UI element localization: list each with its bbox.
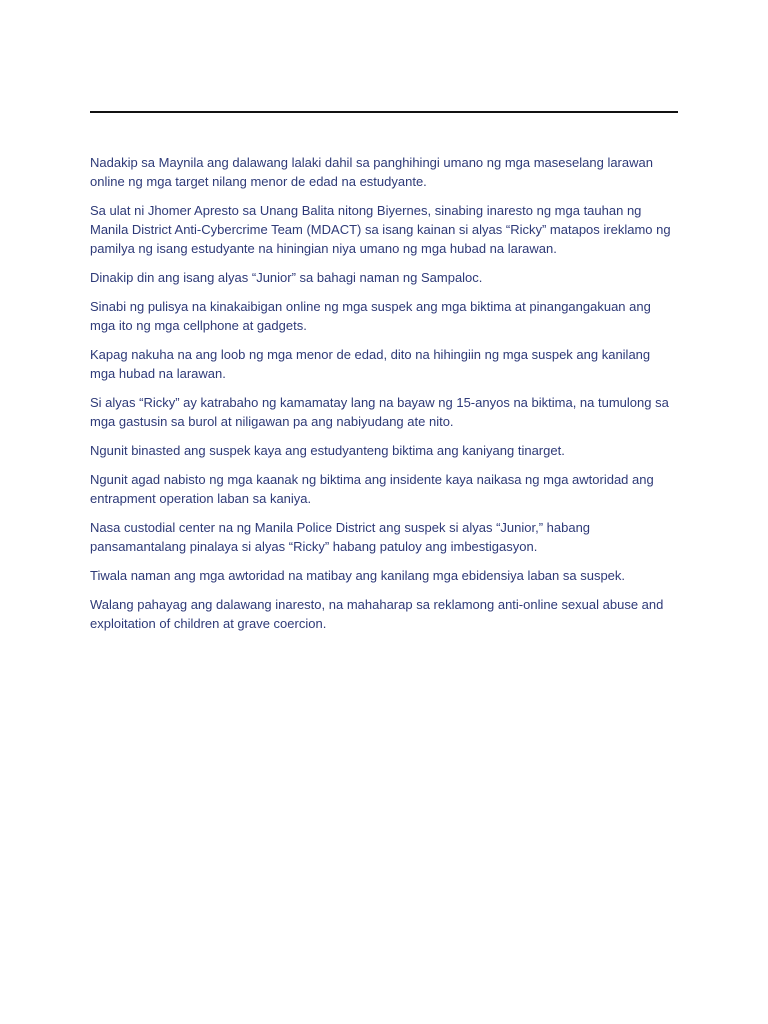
header-divider xyxy=(90,111,678,113)
article-paragraph: Nasa custodial center na ng Manila Police District ang suspek si alyas “Junior,” habang pansamantalang pinalaya si alyas “Ricky” habang patuloy ang imbestigasyon. xyxy=(90,520,591,554)
article-paragraph: Si alyas “Ricky” ay katrabaho ng kamamatay lang na bayaw ng 15-anyos na biktima, na tumulong sa mga gastusin sa burol at niligawan pa ang nabiyudang ate nito. xyxy=(90,395,669,429)
article-paragraph: Sinabi ng pulisya na kinakaibigan online ng mga suspek ang mga biktima at pinangangakuan ang mga ito ng mga cellphone at gadgets. xyxy=(90,299,651,333)
article-paragraph: Ngunit agad nabisto ng mga kaanak ng biktima ang insidente kaya naikasa ng mga awtoridad ang entrapment operation laban sa kaniya. xyxy=(90,472,654,506)
article-paragraph: Dinakip din ang isang alyas “Junior” sa bahagi naman ng Sampaloc. xyxy=(90,270,483,285)
article-paragraph: Walang pahayag ang dalawang inaresto, na mahaharap sa reklamong anti-online sexual abuse and exploitation of children at grave coercion. xyxy=(90,597,664,631)
article-paragraph: Kapag nakuha na ang loob ng mga menor de edad, dito na hihingiin ng mga suspek ang kanilang mga hubad na larawan. xyxy=(90,347,651,381)
article-paragraph: Ngunit binasted ang suspek kaya ang estudyanteng biktima ang kaniyang tinarget. xyxy=(90,443,565,458)
article-body xyxy=(90,153,678,643)
article-paragraph: Nadakip sa Maynila ang dalawang lalaki dahil sa panghihingi umano ng mga maseselang larawan online ng mga target nilang menor de edad na estudyante. xyxy=(90,155,653,189)
article-paragraph: Sa ulat ni Jhomer Apresto sa Unang Balita nitong Biyernes, sinabing inaresto ng mga tauhan ng Manila District Anti-Cybercrime Team (MDACT) sa isang kainan si alyas “Ricky” matapos ireklamo ng pamilya ng isang estudyante na hiningian niya umano ng mga hubad na larawan. xyxy=(90,203,671,256)
article-paragraph: Tiwala naman ang mga awtoridad na matibay ang kanilang mga ebidensiya laban sa suspek. xyxy=(90,568,626,583)
